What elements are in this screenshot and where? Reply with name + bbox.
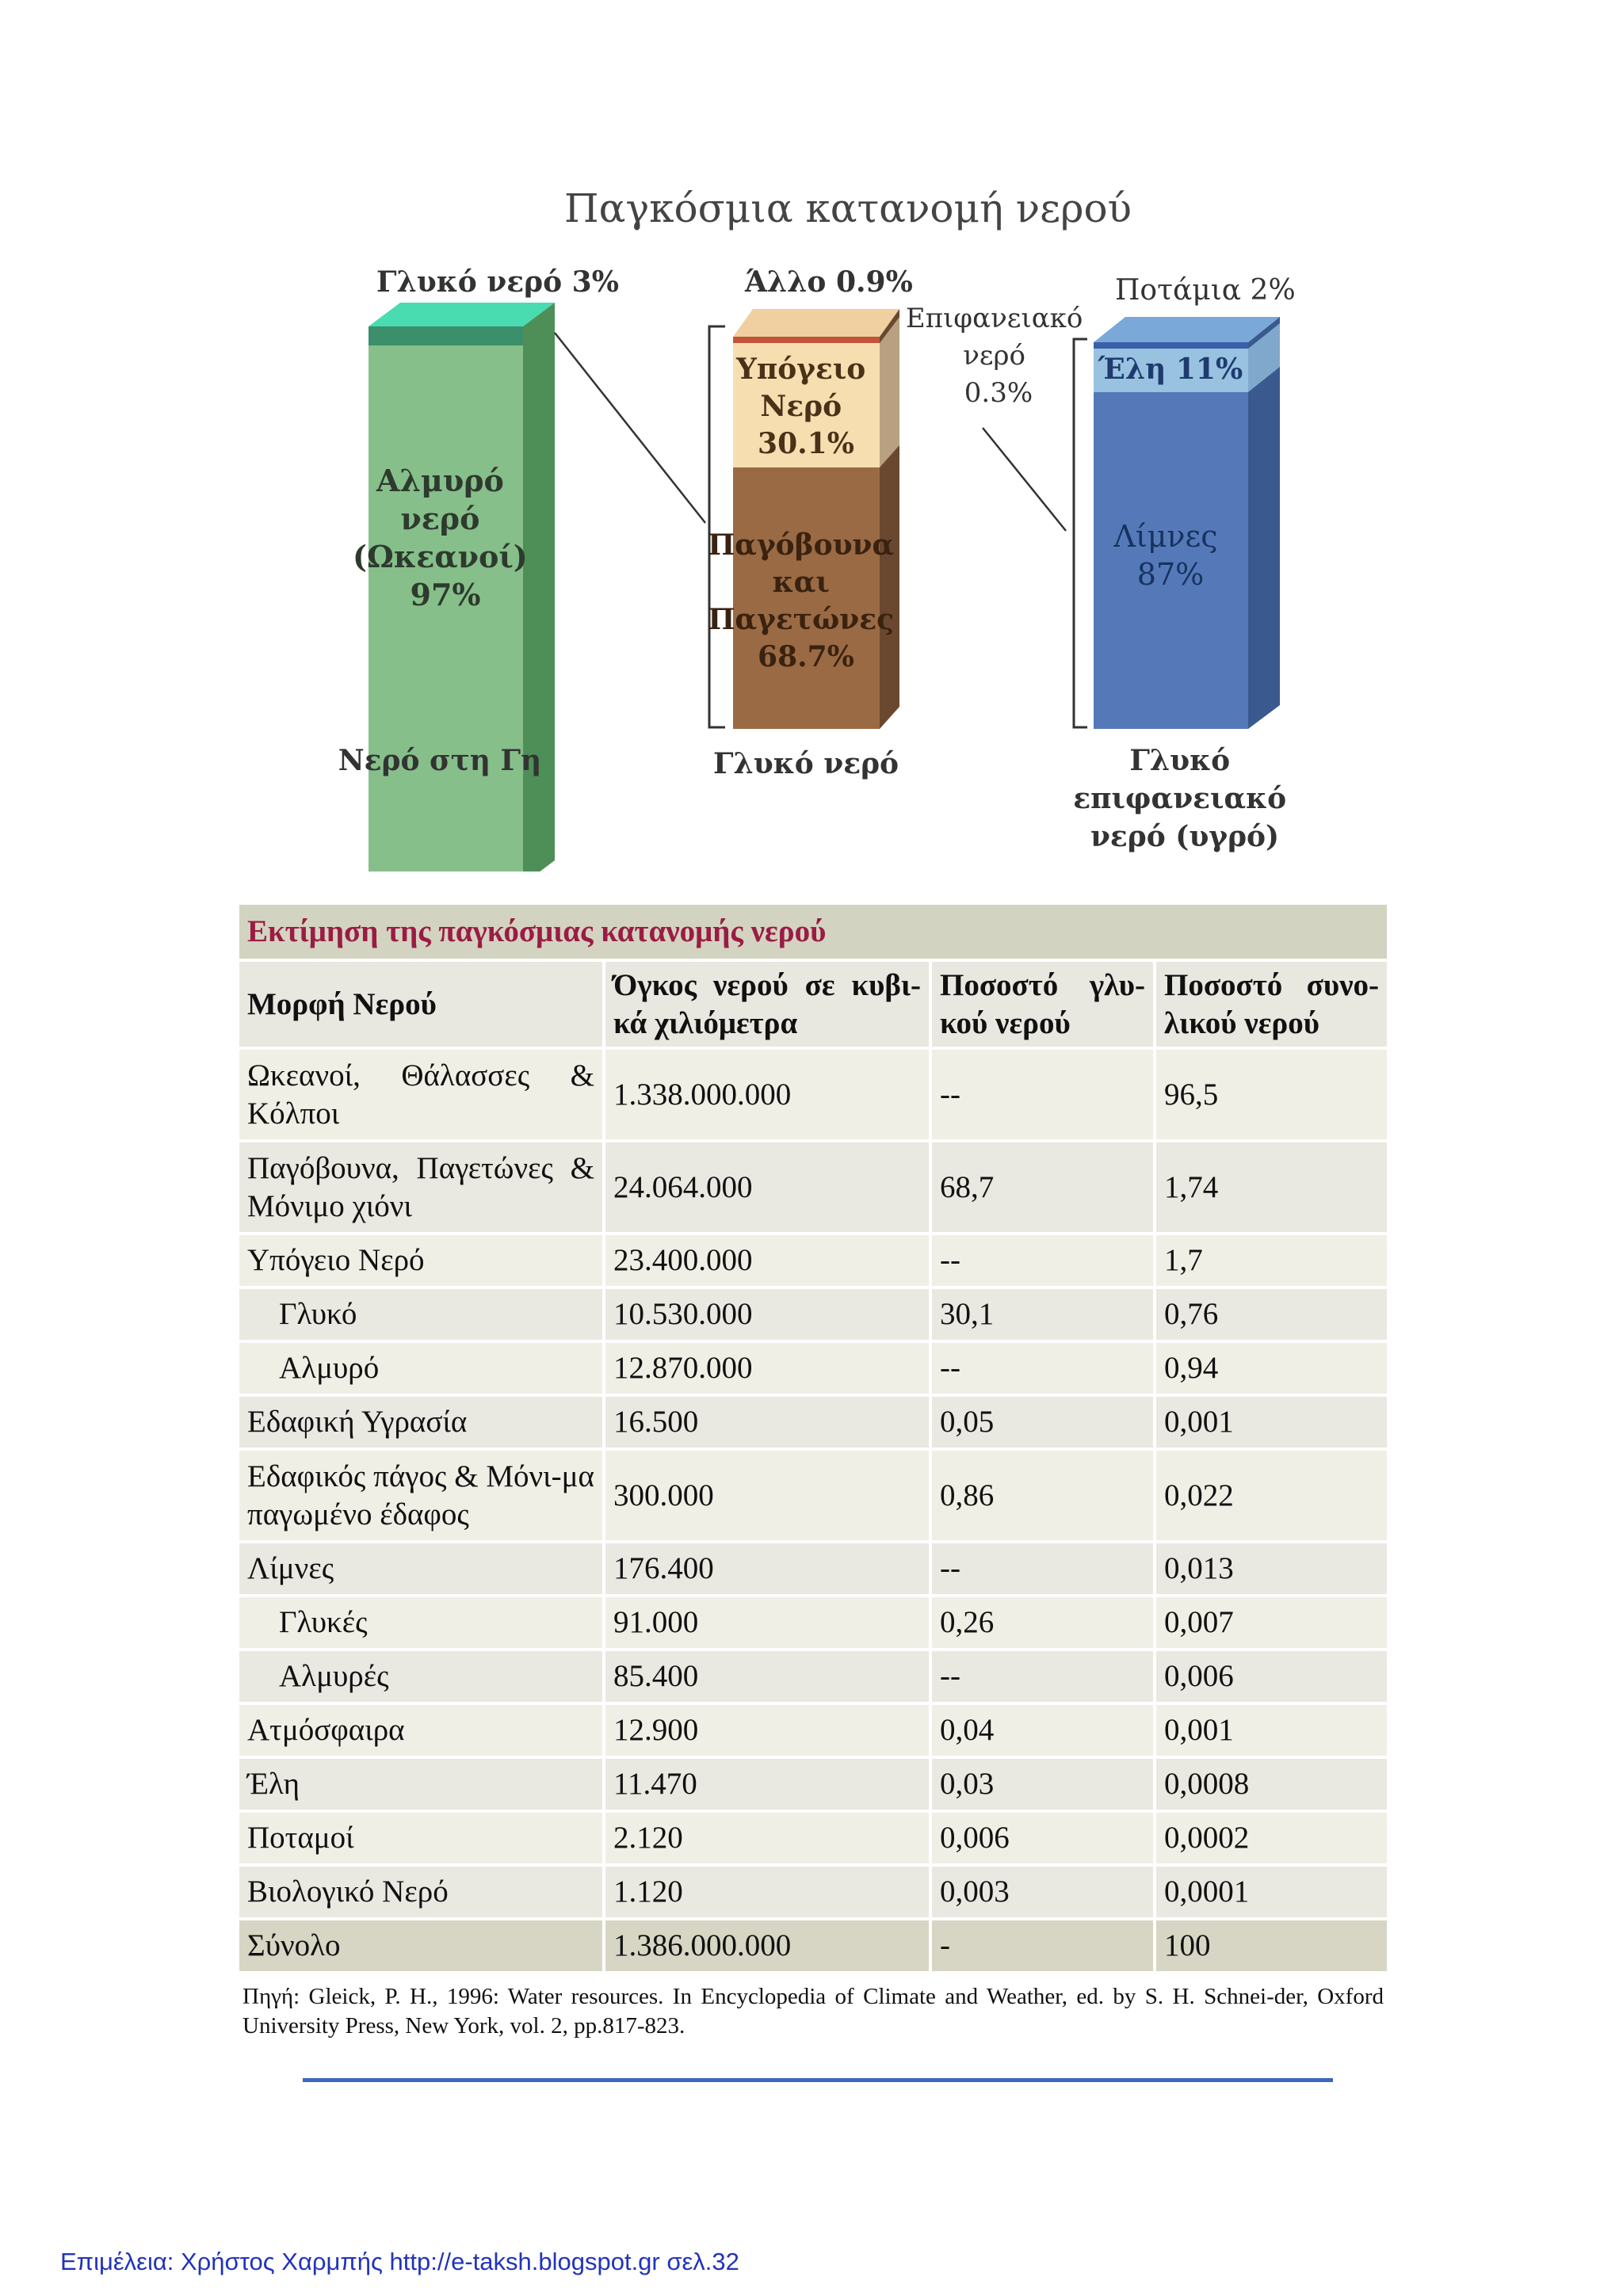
cell-total: 0,007 [1155,1596,1388,1650]
cell-fresh: -- [930,1650,1155,1703]
cell-form: Αλμυρές [238,1650,604,1703]
bar2-bottom-label: Γλυκό νερό [712,747,899,780]
cell-volume: 10.530.000 [604,1287,930,1341]
table-row [238,1865,1388,1919]
cell-form: Έλη [238,1757,604,1811]
cell-total: 0,0001 [1155,1865,1388,1919]
bar2-side-upper [880,317,899,467]
cell-fresh: -- [930,1048,1155,1141]
cell-volume: 85.400 [604,1650,930,1703]
header-total-percent: Ποσοστό συνο-λικού νερού [1155,960,1388,1048]
table-row [238,1449,1388,1542]
bar-fresh-water [708,265,1091,729]
table-row [238,1048,1388,1141]
cell-volume: 300.000 [604,1449,930,1542]
cell-form: Υπόγειο Νερό [238,1234,604,1287]
bar1-top-face [369,303,555,326]
cell-form: Αλμυρό [238,1341,604,1395]
table-row [238,1811,1388,1865]
table-row [238,1287,1388,1341]
cell-form: Λίμνες [238,1542,604,1596]
water-distribution-table [236,902,1390,1974]
connector-line-1 [555,333,705,523]
cell-fresh: - [930,1919,1155,1973]
figure-title: Παγκόσμια κατανομή νερού [564,185,1132,231]
bar2-top-face [733,309,899,337]
table-total-row [238,1919,1388,1973]
cell-total: 96,5 [1155,1048,1388,1141]
bar2-upper-label: Υπόγειο Νερό 30.1% [736,353,866,460]
header-fresh-percent: Ποσοστό γλυ-κού νερού [930,960,1155,1048]
table-row [238,1542,1388,1596]
cell-volume: 12.870.000 [604,1341,930,1395]
bar3-bracket [1074,339,1087,727]
table-row [238,1757,1388,1811]
cell-total: 0,0008 [1155,1757,1388,1811]
cell-fresh: 68,7 [930,1141,1155,1234]
cell-total: 0,0002 [1155,1811,1388,1865]
bar3-main-label: Λίμνες 87% [1113,519,1218,592]
cell-volume: 12.900 [604,1703,930,1757]
table-row [238,1395,1388,1449]
table-row [238,1703,1388,1757]
cell-total: 0,76 [1155,1287,1388,1341]
cell-volume: 1.386.000.000 [604,1919,930,1973]
source-note: Πηγή: Gleick, P. H., 1996: Water resources. In Encyclopedia of Climate and Weather, ed. by S. H. Schnei-der, Oxford University Press, New York, vol. 2, pp.817-823. [242,1984,1384,2039]
cell-form: Ωκεανοί, Θάλασσες & Κόλποι [238,1048,604,1141]
cell-fresh: -- [930,1234,1155,1287]
bar-earth-water [353,265,619,871]
cell-fresh: 0,04 [930,1703,1155,1757]
bar3-bottom-label: Γλυκό επιφανειακό νερό (υγρό) [1073,744,1287,853]
table-caption: Εκτίμηση της παγκόσμιας κατανομής νερού [238,903,1388,960]
cell-fresh: 0,003 [930,1865,1155,1919]
cell-form: Ατμόσφαιρα [238,1703,604,1757]
header-volume: Όγκος νερού σε κυβι-κά χιλιόμετρα [604,960,930,1048]
cell-total: 0,013 [1155,1542,1388,1596]
cell-form: Παγόβουνα, Παγετώνες & Μόνιμο χιόνι [238,1141,604,1234]
cell-form: Γλυκές [238,1596,604,1650]
cell-fresh: 0,006 [930,1811,1155,1865]
bar1-main-label: Αλμυρό νερό (Ωκεανοί) 97% [353,463,528,612]
table-row [238,1596,1388,1650]
cell-fresh: -- [930,1542,1155,1596]
cell-fresh: 0,86 [930,1449,1155,1542]
bar3-rivers-band [1094,342,1248,349]
cell-volume: 1.120 [604,1865,930,1919]
table-row [238,1650,1388,1703]
cell-total: 0,001 [1155,1395,1388,1449]
cell-volume: 1.338.000.000 [604,1048,930,1141]
connector-line-2 [983,428,1066,531]
cell-total: 1,7 [1155,1234,1388,1287]
cell-form: Σύνολο [238,1919,604,1973]
header-form: Μορφή Νερού [238,960,604,1048]
bar2-top-label: Άλλο 0.9% [745,265,913,299]
cell-volume: 24.064.000 [604,1141,930,1234]
water-distribution-figure [333,158,1363,871]
bar2-side-label: Επιφανειακό νερό 0.3% [905,303,1083,409]
cell-total: 1,74 [1155,1141,1388,1234]
figure-svg [333,158,1363,871]
bar2-other-band [733,337,880,343]
cell-form: Εδαφική Υγρασία [238,1395,604,1449]
divider-line [303,2078,1333,2082]
table-caption-row [238,903,1388,960]
cell-total: 0,001 [1155,1703,1388,1757]
cell-volume: 176.400 [604,1542,930,1596]
cell-total: 0,022 [1155,1449,1388,1542]
bar1-freshwater-band [369,326,523,345]
bar3-top-face [1094,317,1280,342]
cell-volume: 16.500 [604,1395,930,1449]
cell-volume: 2.120 [604,1811,930,1865]
cell-total: 0,006 [1155,1650,1388,1703]
table-header-row [238,960,1388,1048]
cell-volume: 23.400.000 [604,1234,930,1287]
bar1-side-face [523,303,555,871]
table-row [238,1234,1388,1287]
cell-fresh: 0,03 [930,1757,1155,1811]
table-row [238,1141,1388,1234]
table-body [238,1048,1388,1973]
cell-volume: 91.000 [604,1596,930,1650]
bar3-upper-label: Έλη 11% [1098,353,1243,386]
cell-fresh: 0,05 [930,1395,1155,1449]
cell-form: Ποταμοί [238,1811,604,1865]
cell-total: 0,94 [1155,1341,1388,1395]
cell-fresh: 0,26 [930,1596,1155,1650]
bar2-lower-label: Παγόβουνα και Παγετώνες 68.7% [708,528,895,673]
bar-surface-fresh-water [1094,274,1296,729]
table-row [238,1341,1388,1395]
page-footer: Επιμέλεια: Χρήστος Χαρμπής http://e-taksh.blogspot.gr σελ.32 [60,2248,739,2275]
bar3-top-label: Ποτάμια 2% [1115,274,1296,307]
cell-volume: 11.470 [604,1757,930,1811]
cell-fresh: 30,1 [930,1287,1155,1341]
bar1-top-label: Γλυκό νερό 3% [376,265,619,299]
cell-form: Εδαφικός πάγος & Μόνι-μα παγωμένο έδαφος [238,1449,604,1542]
bar1-bottom-label: Νερό στη Γη [338,744,542,777]
cell-total: 100 [1155,1919,1388,1973]
cell-form: Γλυκό [238,1287,604,1341]
bar2-bracket [709,326,725,727]
cell-form: Βιολογικό Νερό [238,1865,604,1919]
cell-fresh: -- [930,1341,1155,1395]
